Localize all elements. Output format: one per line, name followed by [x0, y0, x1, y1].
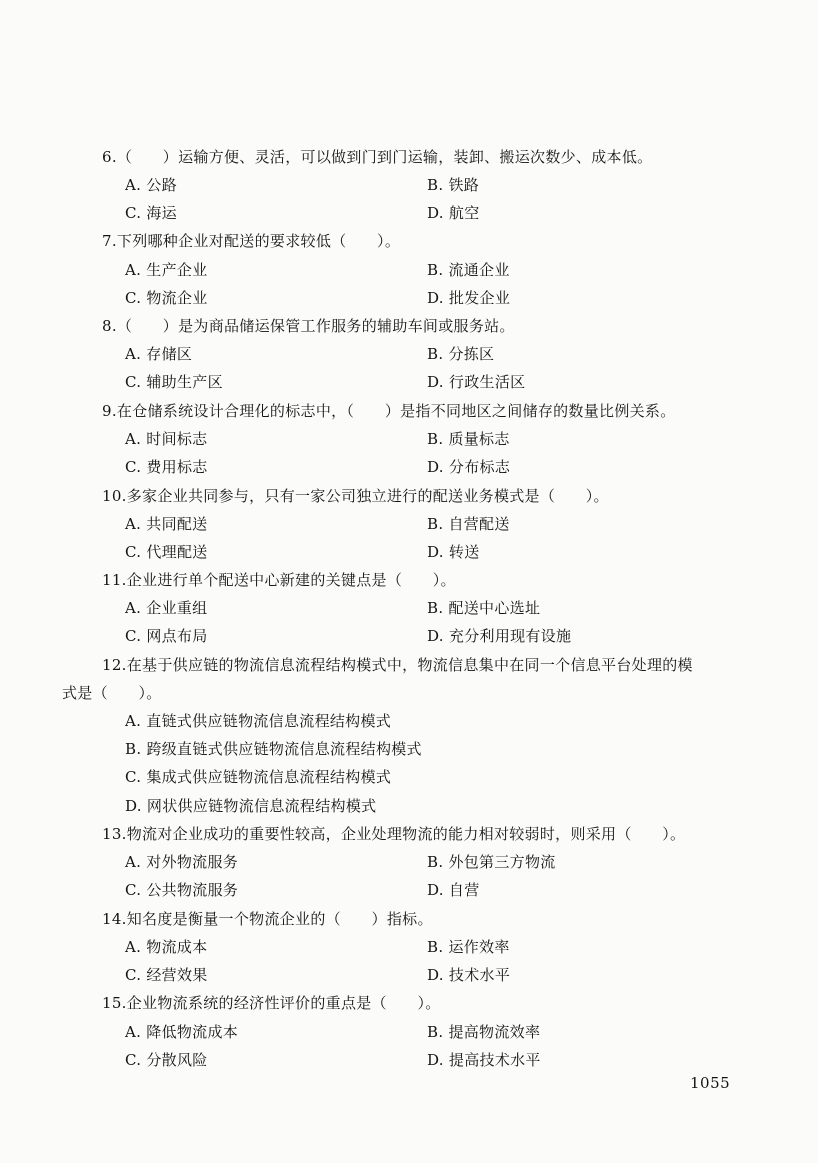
question-14-option-c: C. 经营效果	[125, 966, 208, 984]
question-7-stem: 7.下列哪种企业对配送的要求较低（ ）。	[102, 232, 401, 250]
question-15-option-d: D. 提高技术水平	[427, 1051, 541, 1069]
question-12-option-c: C. 集成式供应链物流信息流程结构模式	[125, 768, 392, 786]
question-8-option-d: D. 行政生活区	[427, 373, 526, 391]
question-8-option-c: C. 辅助生产区	[125, 373, 223, 391]
question-13-option-b: B. 外包第三方物流	[427, 853, 556, 871]
question-8-option-a: A. 存储区	[125, 345, 193, 363]
question-12-option-a: A. 直链式供应链物流信息流程结构模式	[125, 712, 392, 730]
question-6-stem: 6.（ ）运输方便、灵活，可以做到门到门运输，装卸、搬运次数少、成本低。	[102, 148, 653, 166]
question-13-stem: 13.物流对企业成功的重要性较高，企业处理物流的能力相对较弱时，则采用（ ）。	[102, 825, 686, 843]
question-12-option-b: B. 跨级直链式供应链物流信息流程结构模式	[125, 740, 422, 758]
question-11-option-d: D. 充分利用现有设施	[427, 627, 572, 645]
question-6-option-c: C. 海运	[125, 204, 177, 222]
question-11-stem: 11.企业进行单个配送中心新建的关键点是（ ）。	[102, 571, 456, 589]
page-number: 1055	[690, 1074, 731, 1092]
question-13-option-c: C. 公共物流服务	[125, 881, 239, 899]
question-14-option-d: D. 技术水平	[427, 966, 511, 984]
question-7-option-c: C. 物流企业	[125, 289, 208, 307]
question-9-option-d: D. 分布标志	[427, 458, 511, 476]
question-6-option-a: A. 公路	[125, 176, 177, 194]
question-6-option-d: D. 航空	[427, 204, 480, 222]
question-7-option-d: D. 批发企业	[427, 289, 511, 307]
question-9-stem: 9.在仓储系统设计合理化的标志中，（ ）是指不同地区之间储存的数量比例关系。	[102, 402, 676, 420]
question-10-option-d: D. 转送	[427, 543, 480, 561]
question-10-stem: 10.多家企业共同参与，只有一家公司独立进行的配送业务模式是（ ）。	[102, 487, 609, 505]
question-13-option-d: D. 自营	[427, 881, 480, 899]
question-9-option-a: A. 时间标志	[125, 430, 208, 448]
question-7-option-a: A. 生产企业	[125, 261, 208, 279]
question-14-stem: 14.知名度是衡量一个物流企业的（ ）指标。	[102, 910, 433, 928]
question-15-option-b: B. 提高物流效率	[427, 1023, 541, 1041]
question-15-option-a: A. 降低物流成本	[125, 1023, 239, 1041]
question-12-option-d: D. 网状供应链物流信息流程结构模式	[125, 797, 377, 815]
question-8-stem: 8.（ ）是为商品储运保管工作服务的辅助车间或服务站。	[102, 317, 515, 335]
question-14-option-a: A. 物流成本	[125, 938, 208, 956]
question-7-option-b: B. 流通企业	[427, 261, 510, 279]
question-11-option-a: A. 企业重组	[125, 599, 208, 617]
question-11-option-b: B. 配送中心选址	[427, 599, 541, 617]
question-9-option-c: C. 费用标志	[125, 458, 208, 476]
question-9-option-b: B. 质量标志	[427, 430, 510, 448]
question-14-option-b: B. 运作效率	[427, 938, 510, 956]
question-10-option-a: A. 共同配送	[125, 515, 208, 533]
question-8-option-b: B. 分拣区	[427, 345, 495, 363]
question-11-option-c: C. 网点布局	[125, 627, 208, 645]
question-15-stem: 15.企业物流系统的经济性评价的重点是（ ）。	[102, 994, 441, 1012]
question-10-option-b: B. 自营配送	[427, 515, 510, 533]
question-15-option-c: C. 分散风险	[125, 1051, 208, 1069]
question-12-stem-line2: 式是（ ）。	[62, 684, 162, 702]
question-12-stem-line1: 12.在基于供应链的物流信息流程结构模式中，物流信息集中在同一个信息平台处理的模	[102, 656, 693, 674]
question-10-option-c: C. 代理配送	[125, 543, 208, 561]
question-6-option-b: B. 铁路	[427, 176, 480, 194]
question-13-option-a: A. 对外物流服务	[125, 853, 239, 871]
